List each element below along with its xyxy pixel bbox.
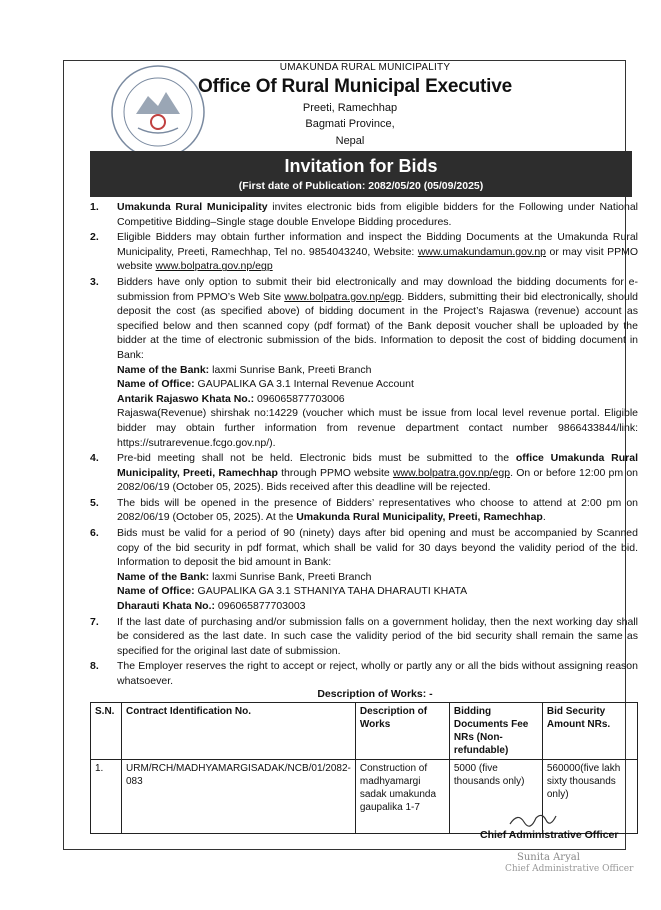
address-line-2: Bagmati Province, [305, 118, 395, 130]
list-item: 2. Eligible Bidders may obtain further information and inspect the Bidding Documents at the Umakunda Rural Municipality, Preeti, Ramechhap, Tel no. 9854043240, Website: www.umakundamun.gov.np or may visit PPMO website www.bolpatra.gov.np/egp [90, 231, 638, 273]
works-heading: Description of Works: - [317, 688, 433, 700]
table-cell: Construction of madhyamargi sadak umakunda gaupalika 1-7 [355, 760, 449, 834]
signature-icon [508, 808, 558, 830]
office-title: Office Of Rural Municipal Executive [198, 76, 512, 97]
website-link[interactable]: www.umakundamun.gov.np [417, 245, 547, 258]
ppmo-link[interactable]: www.bolpatra.gov.np/egp [284, 290, 402, 303]
list-item: 8. The Employer reserves the right to accept or reject, wholly or partly any or all the bids without assigning reason whatsoever. [90, 660, 638, 687]
address-line-1: Preeti, Ramechhap [302, 102, 398, 114]
table-cell: URM/RCH/MADHYAMARGISADAK/NCB/01/2082-083 [122, 760, 356, 834]
list-item: 5. The bids will be opened in the presence of Bidders’ representatives who choose to attend at 2:00 pm on 2082/06/19 (October 05, 2025). At the Umakunda Rural Municipality, Preeti, Ramechhap. [90, 496, 638, 524]
stamp-name: Sunita Aryal [517, 852, 580, 863]
list-item: 3. Bidders have only option to submit their bid electronically and may download the bidding documents for e-submission from PPMO’s Web Site www.bolpatra.gov.np/egp. Bidders, submitting their bid electronically, should deposit the cost (as specified above) of bidding document in the Project’s Rajaswa (revenue) account as specified below and then scanned copy (pdf format) of the Bank deposit voucher shall be uploaded by the bidder at the time of electronic submission of the bids. Information to deposit the cost of bidding document in Bank: Name of the Bank: laxmi Sunrise Bank, Preeti Branch Name of Office: GAUPALIKA GA 3.1 Internal Revenue Account Antarik Rajaswo Khata No.: 096065877703006 Rajaswa(Revenue) shirshak no:14229 (voucher which must be issue from local level revenue portal. Eligible bidder may obtain further information from revenue department contact number 9866433844/link: https://sutrarevenue.fcgo.gov.np/). [90, 275, 638, 449]
list-item: 6. Bids must be valid for a period of 90 (ninety) days after bid opening and must be accompanied by Scanned copy of the bid security in pdf format, which shall be valid for 30 days beyond the validity period of the bid. Information to deposit the bid amount in Bank: Name of the Bank: laxmi Sunrise Bank, Preeti Branch Name of Office: GAUPALIKA GA 3.1 STHANIYA TAHA DHARAUTI KHATA Dharauti Khata No.: 096065877703003 [90, 527, 638, 613]
table-cell: 1. [91, 760, 122, 834]
table-cell: 5000 (five thousands only) [449, 760, 542, 834]
address-line-3: Nepal [335, 135, 365, 147]
column-header: S.N. [91, 703, 122, 760]
signatory-title: Chief Administrative Officer [480, 829, 619, 841]
table-cell: 560000(five lakh sixty thousands only) [542, 760, 637, 834]
municipality-name: UMAKUNDA RURAL MUNICIPALITY [279, 62, 451, 73]
publication-date: (First date of Publication: 2082/05/20 (05/09/2025) [238, 180, 484, 192]
column-header: Bidding Documents Fee NRs (Non-refundable) [449, 703, 542, 760]
column-header: Description of Works [355, 703, 449, 760]
list-item: 7. If the last date of purchasing and/or submission falls on a government holiday, then the next working day shall be considered as the last date. In such case the validity period of the bid security shall remain the same as specified for the original last date of submission. [90, 615, 638, 657]
table-header-row [91, 703, 638, 760]
column-header: Contract Identification No. [122, 703, 356, 760]
ppmo-link[interactable]: www.bolpatra.gov.np/egp [392, 466, 511, 479]
list-item: 1. Umakunda Rural Municipality invites electronic bids from eligible bidders for the Following under National Competitive Bidding–Single stage double Envelope Bidding procedures. [90, 201, 639, 228]
invitation-banner [90, 151, 632, 197]
ppmo-link[interactable]: www.bolpatra.gov.np/egp [155, 260, 273, 273]
banner-title: Invitation for Bids [284, 156, 438, 176]
column-header: Bid Security Amount NRs. [542, 703, 637, 760]
stamp-title: Chief Administrative Officer [505, 864, 634, 874]
list-item: 4. Pre-bid meeting shall not be held. Electronic bids must be submitted to the office Umakunda Rural Municipality, Preeti, Ramechhap through PPMO website www.bolpatra.gov.np/egp. On or before 12:00 pm on 2082/06/19 (October 05, 2025). Bids received after this deadline will be rejected. [90, 452, 639, 494]
bid-conditions [90, 200, 638, 690]
